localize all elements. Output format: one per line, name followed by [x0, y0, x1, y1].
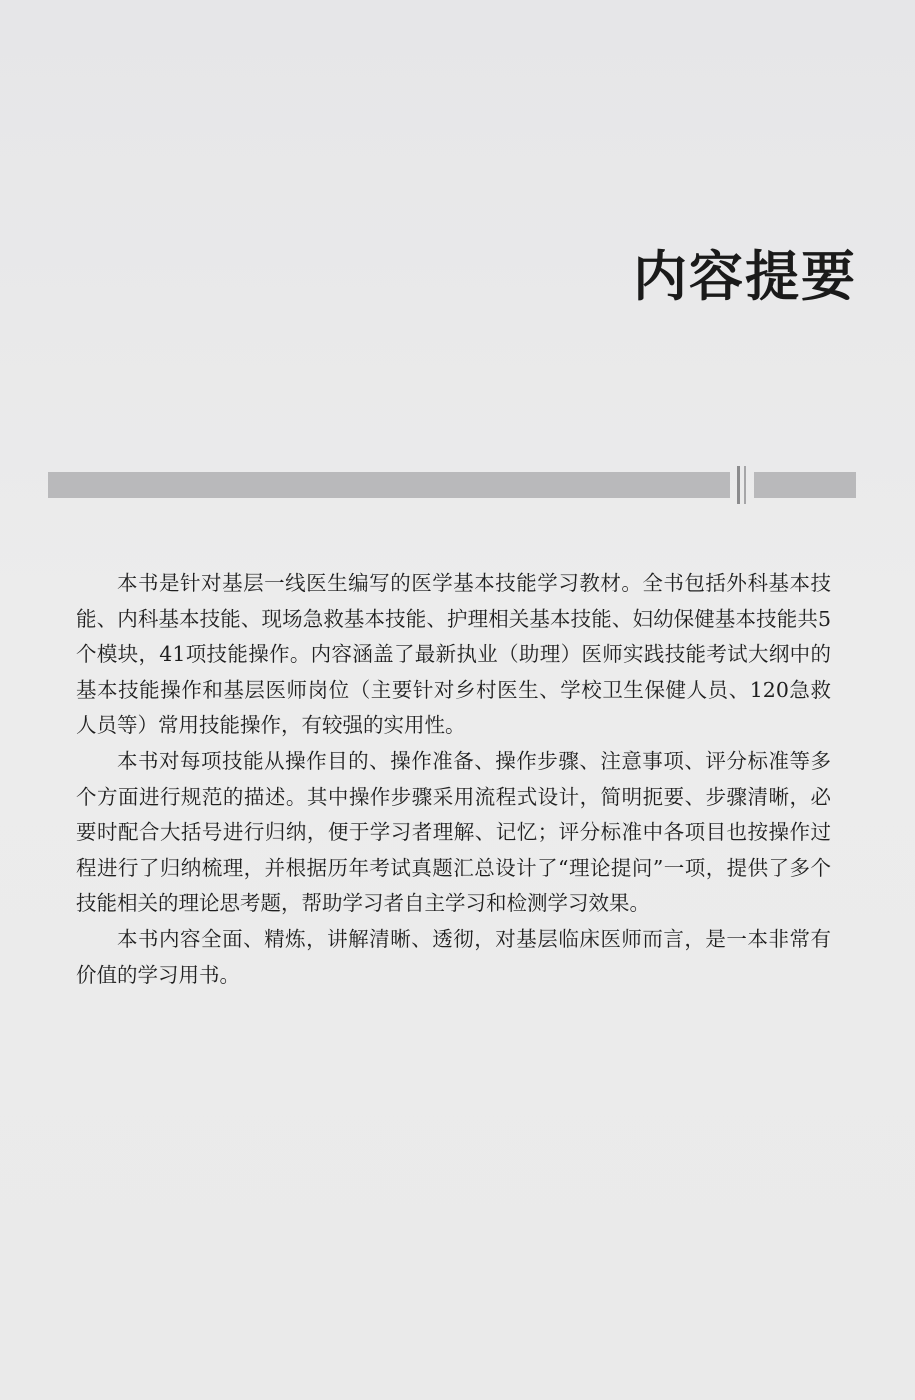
title-divider-bar	[48, 472, 856, 498]
divider-bar-left	[48, 472, 730, 498]
summary-body	[76, 566, 831, 993]
summary-paragraph-3: 本书内容全面、精炼，讲解清晰、透彻，对基层临床医师而言，是一本非常有价值的学习用书。	[76, 926, 831, 987]
divider-tick	[737, 466, 740, 504]
divider-bar-right	[754, 472, 856, 498]
page-title: 内容提要	[633, 245, 857, 308]
divider-tick	[744, 466, 746, 504]
summary-paragraph-1: 本书是针对基层一线医生编写的医学基本技能学习教材。全书包括外科基本技能、内科基本技能、现场急救基本技能、护理相关基本技能、妇幼保健基本技能共5个模块，41项技能操作。内容涵盖了最新执业（助理）医师实践技能考试大纲中的基本技能操作和基层医师岗位（主要针对乡村医生、学校卫生保健人员、120急救人员等）常用技能操作，有较强的实用性。	[76, 571, 831, 738]
summary-paragraph-2: 本书对每项技能从操作目的、操作准备、操作步骤、注意事项、评分标准等多个方面进行规范的描述。其中操作步骤采用流程式设计，简明扼要、步骤清晰，必要时配合大括号进行归纳，便于学习者理解、记忆；评分标准中各项目也按操作过程进行了归纳梳理，并根据历年考试真题汇总设计了“理论提问”一项，提供了多个技能相关的理论思考题，帮助学习者自主学习和检测学习效果。	[76, 748, 831, 916]
